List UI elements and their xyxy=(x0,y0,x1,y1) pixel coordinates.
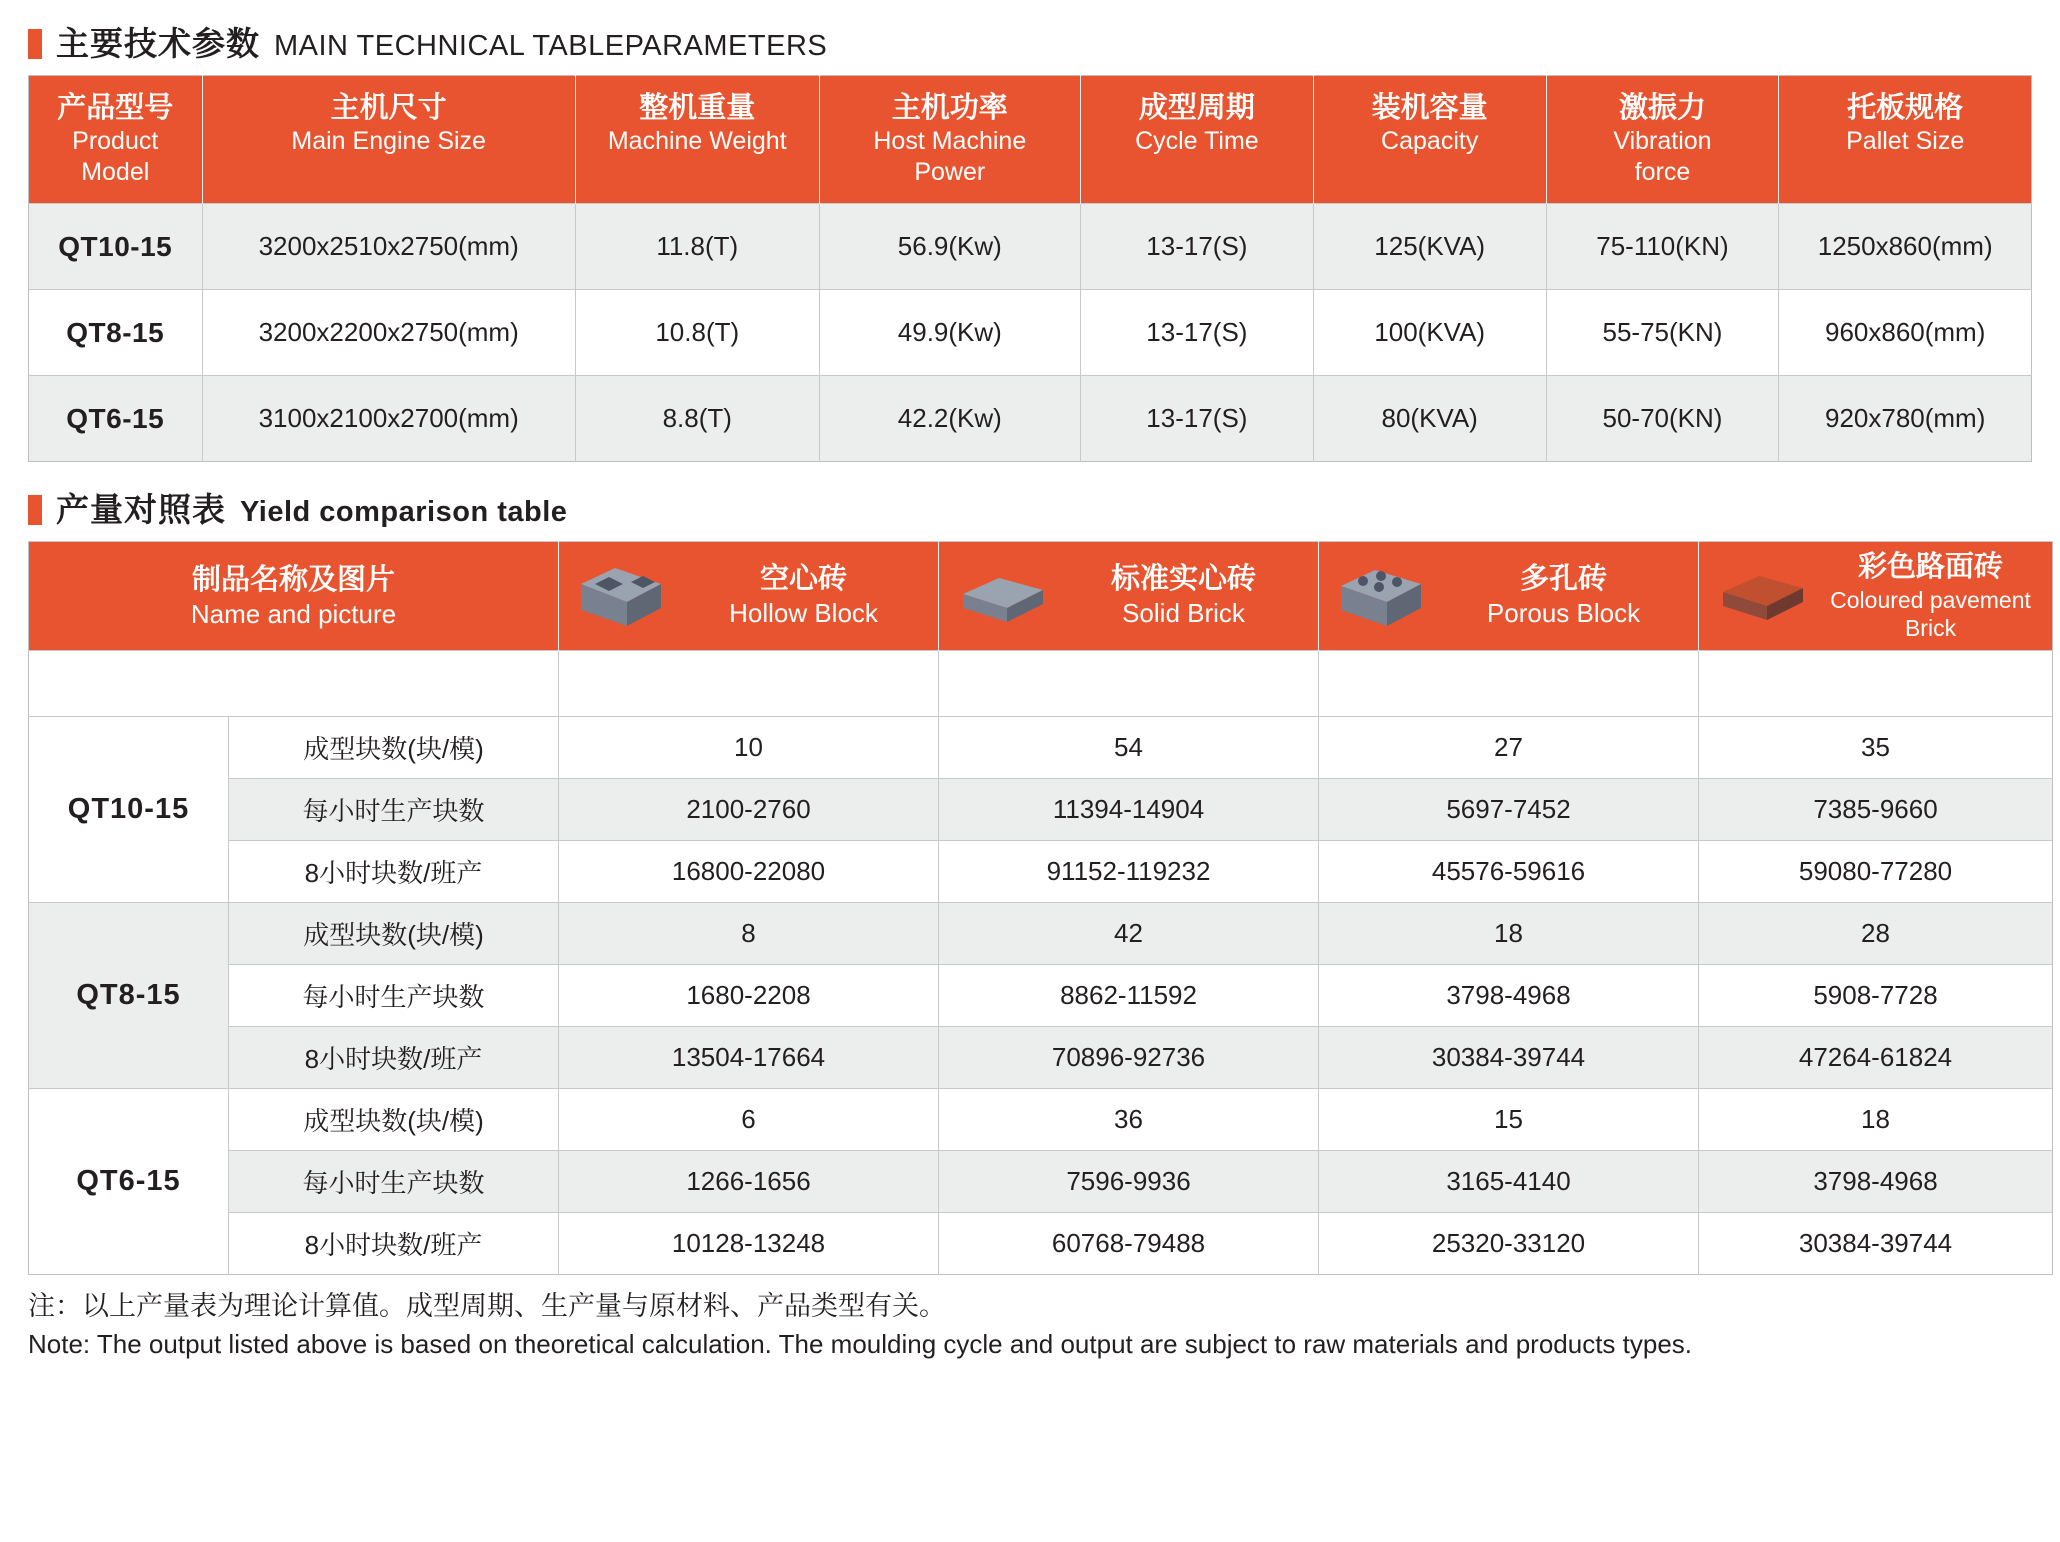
yield-title-en: Yield comparison table xyxy=(240,496,568,529)
cell-model: QT8-15 xyxy=(29,290,203,376)
cell-value: 3798-4968 xyxy=(1319,964,1699,1026)
product-header-porous-block xyxy=(1319,542,1699,650)
cell-power: 49.9(Kw) xyxy=(819,290,1080,376)
col-title-en: Cycle Time xyxy=(1135,127,1259,156)
cell-pallet: 920x780(mm) xyxy=(1779,376,2032,462)
name-and-picture-header xyxy=(29,542,559,650)
cell-metric-label: 成型块数(块/模) xyxy=(229,1088,559,1150)
table-row xyxy=(29,376,2032,462)
table-row xyxy=(29,204,2032,290)
cell-model: QT10-15 xyxy=(29,204,203,290)
product-name-en: Solid Brick xyxy=(1122,597,1245,628)
table-row xyxy=(29,1026,2053,1088)
col-title-en: Main Engine Size xyxy=(291,127,486,156)
cell-capacity: 100(KVA) xyxy=(1313,290,1546,376)
cell-value: 11394-14904 xyxy=(939,778,1319,840)
cell-model: QT8-15 xyxy=(29,902,229,1088)
cell-metric-label: 成型块数(块/模) xyxy=(229,716,559,778)
col-title-cn: 装机容量 xyxy=(1371,92,1488,124)
porous-block-icon xyxy=(1335,560,1427,632)
yield-comparison-table xyxy=(28,541,2053,1274)
tech-title-cn: 主要技术参数 xyxy=(56,25,260,62)
col-cycle-time xyxy=(1080,76,1313,204)
product-name-en: Coloured pavement Brick xyxy=(1830,586,2031,641)
cell-vibration: 55-75(KN) xyxy=(1546,290,1779,376)
cell-metric-label: 每小时生产块数 xyxy=(229,964,559,1026)
cell-value: 27 xyxy=(1319,716,1699,778)
cell-value: 47264-61824 xyxy=(1699,1026,2053,1088)
col-product-model xyxy=(29,76,203,204)
cell-value: 5697-7452 xyxy=(1319,778,1699,840)
cell-value: 3165-4140 xyxy=(1319,1150,1699,1212)
product-header-solid-brick xyxy=(939,542,1319,650)
technical-parameters-table xyxy=(28,75,2032,462)
cell-pallet: 1250x860(mm) xyxy=(1779,204,2032,290)
size-solid-brick: 240x115x53 xyxy=(939,650,1319,716)
footnote-en: Note: The output listed above is based on theoretical calculation. The moulding cycle and output are subject to raw materials and products types. xyxy=(28,1328,1693,1359)
cell-metric-label: 每小时生产块数 xyxy=(229,778,559,840)
col-title-cn: 主机尺寸 xyxy=(330,92,447,124)
yield-title-cn: 产量对照表 xyxy=(56,491,226,529)
hollow-block-icon xyxy=(575,560,667,632)
product-name-cn: 空心砖 xyxy=(760,563,848,596)
cell-weight: 11.8(T) xyxy=(575,204,819,290)
cell-value: 13504-17664 xyxy=(559,1026,939,1088)
product-name-cn: 多孔砖 xyxy=(1520,563,1608,596)
product-header-hollow-block xyxy=(559,542,939,650)
product-header-coloured-pavement-brick xyxy=(1699,542,2053,650)
cell-value: 1680-2208 xyxy=(559,964,939,1026)
product-label xyxy=(679,562,928,629)
cell-value: 6 xyxy=(559,1088,939,1150)
cell-value: 15 xyxy=(1319,1088,1699,1150)
cell-value: 91152-119232 xyxy=(939,840,1319,902)
header-en: Name and picture xyxy=(190,598,397,629)
product-label xyxy=(1819,550,2042,641)
size-coloured-pavement-brick: 200x100x60 xyxy=(1699,650,2053,716)
cell-cycle: 13-17(S) xyxy=(1080,290,1313,376)
size-label-en: Product Size xyxy=(278,670,432,701)
size-porous-block: 240x115x90 xyxy=(1319,650,1699,716)
col-title-cn: 托板规格 xyxy=(1847,92,1964,124)
col-title-cn: 产品型号 xyxy=(57,92,174,124)
header-cn: 制品名称及图片 xyxy=(192,563,396,596)
cell-value: 25320-33120 xyxy=(1319,1212,1699,1274)
col-title-cn: 整机重量 xyxy=(639,92,756,124)
cell-cycle: 13-17(S) xyxy=(1080,376,1313,462)
tech-section-heading xyxy=(28,18,2032,65)
cell-capacity: 125(KVA) xyxy=(1313,204,1546,290)
cell-engine-size: 3200x2510x2750(mm) xyxy=(202,204,575,290)
coloured-pavement-brick-icon xyxy=(1715,560,1807,632)
cell-value: 16800-22080 xyxy=(559,840,939,902)
cell-value: 60768-79488 xyxy=(939,1212,1319,1274)
col-main-engine-size xyxy=(202,76,575,204)
cell-value: 2100-2760 xyxy=(559,778,939,840)
table-row xyxy=(29,1088,2053,1150)
cell-value: 36 xyxy=(939,1088,1319,1150)
product-name-en: Hollow Block xyxy=(729,597,878,628)
yield-section-heading xyxy=(28,484,2032,531)
col-title-cn: 主机功率 xyxy=(891,92,1008,124)
cell-model: QT6-15 xyxy=(29,376,203,462)
product-name-cn: 标准实心砖 xyxy=(1111,563,1257,596)
cell-value: 3798-4968 xyxy=(1699,1150,2053,1212)
cell-value: 7596-9936 xyxy=(939,1150,1319,1212)
cell-pallet: 960x860(mm) xyxy=(1779,290,2032,376)
cell-value: 35 xyxy=(1699,716,2053,778)
cell-metric-label: 成型块数(块/模) xyxy=(229,902,559,964)
table-row xyxy=(29,840,2053,902)
cell-engine-size: 3100x2100x2700(mm) xyxy=(202,376,575,462)
cell-weight: 10.8(T) xyxy=(575,290,819,376)
col-title-en: Machine Weight xyxy=(607,127,787,156)
col-capacity xyxy=(1313,76,1546,204)
cell-metric-label: 每小时生产块数 xyxy=(229,1150,559,1212)
table-row xyxy=(29,1212,2053,1274)
cell-weight: 8.8(T) xyxy=(575,376,819,462)
col-title-en: Capacity xyxy=(1381,127,1479,156)
cell-value: 30384-39744 xyxy=(1699,1212,2053,1274)
table-row xyxy=(29,778,2053,840)
size-hollow-block: 390x190x190 xyxy=(559,650,939,716)
cell-metric-label: 8小时块数/班产 xyxy=(229,1212,559,1274)
cell-metric-label: 8小时块数/班产 xyxy=(229,840,559,902)
cell-value: 8 xyxy=(559,902,939,964)
cell-model: QT6-15 xyxy=(29,1088,229,1274)
col-machine-weight xyxy=(575,76,819,204)
col-host-machine-power xyxy=(819,76,1080,204)
cell-value: 18 xyxy=(1319,902,1699,964)
cell-value: 54 xyxy=(939,716,1319,778)
col-title-en: Product Model xyxy=(72,127,159,186)
cell-value: 30384-39744 xyxy=(1319,1026,1699,1088)
cell-vibration: 75-110(KN) xyxy=(1546,204,1779,290)
product-name-en: Porous Block xyxy=(1486,597,1641,628)
col-pallet-size xyxy=(1779,76,2032,204)
footnote-cn: 注：以上产量表为理论计算值。成型周期、生产量与原材料、产品类型有关。 xyxy=(28,1290,946,1321)
cell-value: 10 xyxy=(559,716,939,778)
solid-brick-icon xyxy=(955,560,1047,632)
product-label xyxy=(1059,562,1308,629)
size-label-cn: 制品规格 xyxy=(155,669,272,702)
product-size-row xyxy=(29,650,2053,716)
product-name-cn: 彩色路面砖 xyxy=(1858,551,2004,584)
table-row xyxy=(29,290,2032,376)
col-title-en: Vibration force xyxy=(1613,127,1712,186)
cell-model: QT10-15 xyxy=(29,716,229,902)
cell-cycle: 13-17(S) xyxy=(1080,204,1313,290)
product-size-label xyxy=(29,650,559,716)
cell-power: 56.9(Kw) xyxy=(819,204,1080,290)
cell-value: 28 xyxy=(1699,902,2053,964)
table-header-row xyxy=(29,76,2032,204)
table-row xyxy=(29,964,2053,1026)
cell-value: 70896-92736 xyxy=(939,1026,1319,1088)
cell-metric-label: 8小时块数/班产 xyxy=(229,1026,559,1088)
col-vibration-force xyxy=(1546,76,1779,204)
col-title-cn: 成型周期 xyxy=(1138,92,1255,124)
col-title-en: Pallet Size xyxy=(1846,127,1965,156)
cell-value: 7385-9660 xyxy=(1699,778,2053,840)
cell-value: 18 xyxy=(1699,1088,2053,1150)
cell-vibration: 50-70(KN) xyxy=(1546,376,1779,462)
table-row xyxy=(29,716,2053,778)
tech-title-en: MAIN TECHNICAL TABLEPARAMETERS xyxy=(274,30,828,62)
cell-value: 5908-7728 xyxy=(1699,964,2053,1026)
cell-value: 1266-1656 xyxy=(559,1150,939,1212)
accent-bar-icon xyxy=(28,495,42,525)
table-row xyxy=(29,1150,2053,1212)
col-title-en: Host Machine Power xyxy=(873,127,1027,186)
product-label xyxy=(1439,562,1688,629)
footnote xyxy=(28,1287,2032,1364)
yield-header-row xyxy=(29,542,2053,650)
cell-value: 8862-11592 xyxy=(939,964,1319,1026)
cell-value: 59080-77280 xyxy=(1699,840,2053,902)
accent-bar-icon xyxy=(28,29,42,59)
cell-engine-size: 3200x2200x2750(mm) xyxy=(202,290,575,376)
col-title-cn: 激振力 xyxy=(1618,92,1706,124)
cell-value: 10128-13248 xyxy=(559,1212,939,1274)
cell-value: 45576-59616 xyxy=(1319,840,1699,902)
cell-value: 42 xyxy=(939,902,1319,964)
table-row xyxy=(29,902,2053,964)
cell-capacity: 80(KVA) xyxy=(1313,376,1546,462)
cell-power: 42.2(Kw) xyxy=(819,376,1080,462)
